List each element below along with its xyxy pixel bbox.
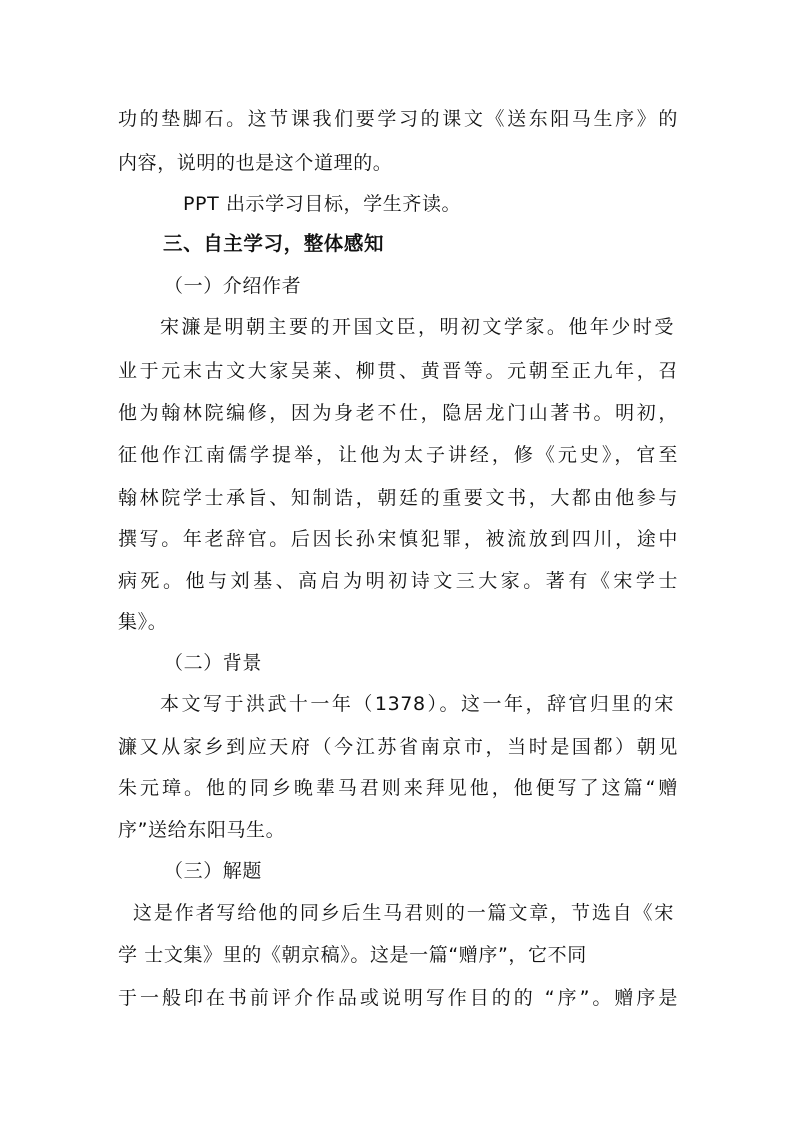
text-line: 病死。他与刘基、高启为明初诗文三大家。著有《宋学士	[118, 570, 678, 592]
text-line: 他为翰林院编修，因为身老不仕，隐居龙门山著书。明初，	[118, 402, 678, 424]
subsection-heading: （三）解题	[164, 860, 263, 882]
subsection-heading: （二）背景	[164, 652, 263, 674]
text-line: 翰林院学士承旨、知制诰，朝廷的重要文书，大都由他参与	[118, 487, 678, 509]
text-line: 学 士文集》里的《朝京稿》。这是一篇“赠序”，它不同	[118, 944, 587, 966]
text-line: 宋濂是明朝主要的开国文臣，明初文学家。他年少时受	[160, 316, 674, 338]
text-line: 业于元末古文大家吴莱、柳贯、黄晋等。元朝至正九年，召	[118, 360, 678, 382]
text-line: 撰写。年老辞官。后因长孙宋慎犯罪，被流放到四川，途中	[118, 528, 678, 550]
subsection-heading: （一）介绍作者	[164, 275, 302, 297]
text-line: 序”送给东阳马生。	[118, 819, 286, 841]
text-line: 征他作江南儒学提举，让他为太子讲经，修《元史》，官至	[118, 444, 678, 466]
text-line: 朱元璋。他的同乡晚辈马君则来拜见他，他便写了这篇“赠	[118, 777, 678, 799]
text-line: 内容，说明的也是这个道理的。	[118, 152, 393, 174]
text-line: 功的垫脚石。这节课我们要学习的课文《送东阳马生序》的	[118, 108, 678, 130]
text-line: 集》。	[118, 611, 168, 633]
text-line: 于一般印在书前评介作品或说明写作目的的 “序”。赠序是	[118, 987, 678, 1009]
section-heading: 三、自主学习，整体感知	[163, 232, 385, 255]
text-line: 本文写于洪武十一年（1378）。这一年，辞官归里的宋	[160, 693, 674, 715]
text-line: PPT 出示学习目标，学生齐读。	[183, 193, 462, 215]
text-line: 这是作者写给他的同乡后生马君则的一篇文章，节选自《宋	[133, 902, 674, 924]
text-line: 濂又从家乡到应天府（今江苏省南京市，当时是国都）朝见	[118, 736, 678, 758]
